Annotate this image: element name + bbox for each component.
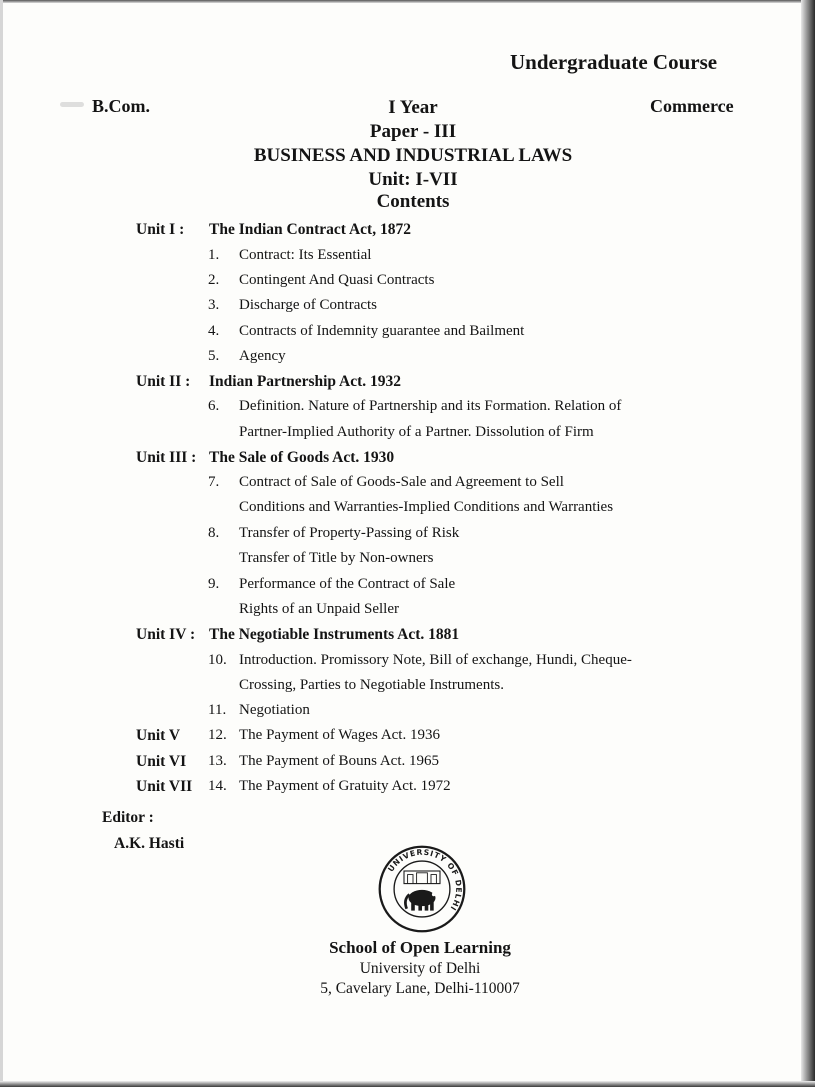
- item-5-text: Agency: [239, 348, 286, 364]
- program-label: B.Com.: [92, 96, 150, 116]
- editor-name: A.K. Hasti: [114, 835, 185, 852]
- unit-1-label: Unit I :: [136, 221, 185, 238]
- university-name: University of Delhi: [359, 960, 481, 977]
- item-8-number: 8.: [208, 525, 220, 541]
- item-7-number: 7.: [208, 474, 220, 490]
- item-3-text: Discharge of Contracts: [239, 297, 378, 313]
- page-edge-bottom: [0, 1081, 815, 1087]
- unit-4-label: Unit IV :: [136, 626, 196, 643]
- item-9-text-line-2: Rights of an Unpaid Seller: [239, 601, 399, 617]
- publisher-address: 5, Cavelary Lane, Delhi-110007: [320, 980, 520, 997]
- item-2-number: 2.: [208, 272, 220, 288]
- item-3-number: 3.: [208, 297, 220, 313]
- item-9-number: 9.: [208, 576, 220, 592]
- item-4-number: 4.: [208, 323, 220, 339]
- unit-1-title: The Indian Contract Act, 1872: [209, 221, 411, 238]
- item-11-number: 11.: [208, 702, 227, 718]
- item-13-number: 13.: [208, 753, 227, 769]
- unit-3-label: Unit III :: [136, 449, 197, 466]
- paper-title: Paper - III: [369, 121, 457, 142]
- unit-4-title: The Negotiable Instruments Act. 1881: [209, 626, 460, 643]
- item-11-text: Negotiation: [239, 702, 310, 718]
- item-13-text: The Payment of Bouns Act. 1965: [239, 753, 439, 769]
- contents-heading: Contents: [376, 191, 450, 212]
- item-8-text-line-1: Transfer of Property-Passing of Risk: [239, 525, 460, 541]
- unit-7-label: Unit VII: [136, 778, 193, 795]
- subject-title: BUSINESS AND INDUSTRIAL LAWS: [253, 145, 573, 166]
- department-label: Commerce: [650, 96, 734, 116]
- item-1-number: 1.: [208, 247, 220, 263]
- units-title: Unit: I-VII: [368, 169, 458, 190]
- unit-2-label: Unit II :: [136, 373, 191, 390]
- unit-3-title: The Sale of Goods Act. 1930: [209, 449, 395, 466]
- course-heading: Undergraduate Course: [510, 50, 718, 74]
- item-14-number: 14.: [208, 778, 227, 794]
- unit-2-title: Indian Partnership Act. 1932: [209, 373, 402, 390]
- year-title: I Year: [388, 97, 438, 118]
- item-14-text: The Payment of Gratuity Act. 1972: [239, 778, 451, 794]
- item-10-text-line-2: Crossing, Parties to Negotiable Instruments.: [239, 677, 504, 693]
- item-10-number: 10.: [208, 652, 227, 668]
- item-10-text-line-1: Introduction. Promissory Note, Bill of exchange, Hundi, Cheque-: [239, 652, 632, 668]
- university-seal-icon: [377, 844, 467, 934]
- item-12-text: The Payment of Wages Act. 1936: [239, 727, 440, 743]
- item-4-text: Contracts of Indemnity guarantee and Bailment: [239, 323, 525, 339]
- item-12-number: 12.: [208, 727, 227, 743]
- item-6-text-line-2: Partner-Implied Authority of a Partner. Dissolution of Firm: [239, 424, 594, 440]
- item-9-text-line-1: Performance of the Contract of Sale: [239, 576, 456, 592]
- page-edge-top: [0, 0, 815, 3]
- item-2-text: Contingent And Quasi Contracts: [239, 272, 435, 288]
- item-6-text-line-1: Definition. Nature of Partnership and its Formation. Relation of: [239, 398, 622, 414]
- unit-6-label: Unit VI: [136, 753, 187, 770]
- item-6-number: 6.: [208, 398, 220, 414]
- item-5-number: 5.: [208, 348, 220, 364]
- item-7-text-line-1: Contract of Sale of Goods-Sale and Agreement to Sell: [239, 474, 564, 490]
- school-name: School of Open Learning: [329, 938, 511, 957]
- seal-text: UNIVERSITY OF DELHI: [386, 847, 464, 913]
- item-8-text-line-2: Transfer of Title by Non-owners: [239, 550, 434, 566]
- item-1-text: Contract: Its Essential: [239, 247, 372, 263]
- editor-label: Editor :: [102, 809, 154, 826]
- item-7-text-line-2: Conditions and Warranties-Implied Conditions and Warranties: [239, 499, 614, 515]
- unit-5-label: Unit V: [136, 727, 181, 744]
